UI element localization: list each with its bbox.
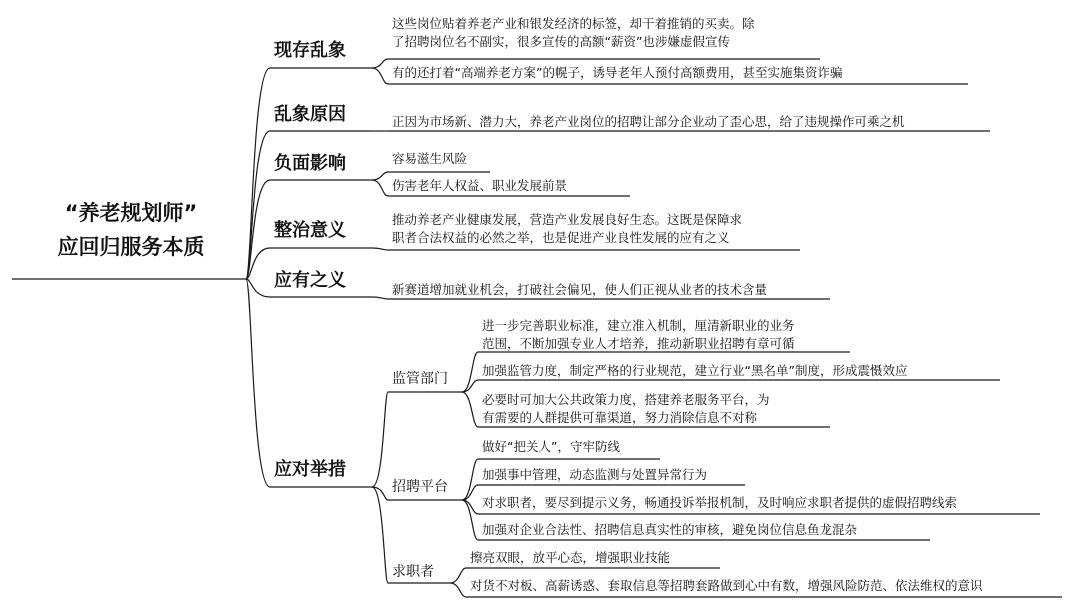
sub-branch-2-leaf-4 (482, 521, 857, 539)
branch-3-leaf-1 (392, 150, 467, 168)
branch-5-label: 应有之义 (274, 270, 346, 291)
sub-branch-2-leaf-3-line: 对求职者，要尽到提示义务，畅通投诉举报机制，及时响应求职者提供的虚假招聘线索 (482, 495, 958, 510)
sub-branch-2-leaf-1 (482, 438, 620, 456)
branch-1-leaf-1-line: 这些岗位贴着养老产业和银发经济的标签，却干着推销的买卖。除 (392, 16, 755, 31)
branch-4-leaf-1-connector (372, 248, 388, 250)
branch-1-label: 现存乱象 (274, 40, 346, 61)
branch-3-leaf-1-connector (372, 172, 388, 180)
branch-3-leaf-2-line: 伤害老年人权益、职业发展前景 (392, 178, 568, 193)
sub-branch-1-leaf-3-line: 必要时可加大公共政策力度，搭建养老服务平台，为 (482, 392, 770, 407)
sub-branch-3-label: 求职者 (392, 564, 434, 580)
branch-2-label: 乱象原因 (274, 104, 346, 125)
root-title-line-1: “养老规划师” (64, 201, 198, 225)
branch-3-label: 负面影响 (274, 153, 346, 174)
sub-branch-3-connector (372, 487, 388, 583)
sub-branch-2-leaf-4-connector (462, 500, 478, 540)
branch-1-leaf-2-connector (372, 68, 388, 84)
branch-4-label: 整治意义 (274, 220, 346, 241)
branch-5-leaf-1-connector (372, 297, 388, 299)
branch-2-leaf-1 (392, 113, 905, 131)
branch-5-connector (246, 279, 270, 297)
branch-2-leaf-1-line: 正因为市场新、潜力大，养老产业岗位的招聘让部分企业动了歪心思，给了违规操作可乘之机 (392, 114, 905, 129)
sub-branch-1-leaf-3-line: 有需要的人群提供可靠渠道，努力消除信息不对称 (482, 410, 758, 425)
branch-5-leaf-1 (392, 281, 767, 299)
sub-branch-2-leaf-4-line: 加强对企业合法性、招聘信息真实性的审核，避免岗位信息鱼龙混杂 (482, 522, 858, 537)
branch-6-label: 应对举措 (274, 459, 346, 480)
branch-1-leaf-1 (392, 15, 755, 51)
sub-branch-2-leaf-2-line: 加强事中管理，动态监测与处置异常行为 (482, 467, 708, 482)
sub-branch-1-leaf-2-line: 加强监管力度，制定严格的行业规范，建立行业“黑名单”制度，形成震慑效应 (482, 363, 908, 378)
branch-3-leaf-1-line: 容易滋生风险 (392, 151, 468, 166)
sub-branch-2-leaf-1-connector (462, 459, 478, 500)
branch-2-connector (246, 131, 270, 279)
root-topic (16, 196, 246, 264)
sub-branch-1-leaf-3 (482, 391, 770, 427)
sub-branch-1-leaf-1-line: 范围，不断加强专业人才培养，推动新职业招聘有章可循 (482, 336, 795, 351)
branch-3-leaf-2 (392, 177, 567, 195)
sub-branch-3-leaf-1 (470, 549, 670, 567)
sub-branch-1-leaf-1 (482, 317, 795, 353)
sub-branch-3-leaf-2-connector (450, 583, 466, 597)
sub-branch-3-leaf-1-line: 擦亮双眼，放平心态，增强职业技能 (470, 550, 671, 565)
root-title-line-2: 应回归服务本质 (57, 235, 205, 259)
branch-4-leaf-1-line: 推动养老产业健康发展，营造产业发展良好生态。这既是保障求 (392, 212, 743, 227)
sub-branch-3-leaf-2 (470, 577, 983, 595)
sub-branch-2-leaf-2 (482, 466, 707, 484)
branch-4-leaf-1 (392, 211, 742, 247)
sub-branch-1-leaf-2 (482, 362, 907, 380)
branch-1-leaf-1-connector (372, 59, 388, 68)
sub-branch-1-leaf-1-line: 进一步完善职业标准，建立准入机制，厘清新职业的业务 (482, 318, 795, 333)
branch-3-leaf-2-connector (372, 180, 388, 196)
sub-branch-2-leaf-3 (482, 494, 957, 512)
branch-1-leaf-2 (392, 64, 842, 82)
sub-branch-2-label: 招聘平台 (392, 479, 448, 495)
branch-1-connector (246, 68, 270, 279)
sub-branch-1-leaf-3-connector (462, 392, 478, 427)
branch-1-leaf-2-line: 有的还打着“高端养老方案”的幌子，诱导老年人预付高额费用，甚至实施集资诈骗 (392, 65, 843, 80)
sub-branch-1-connector (372, 392, 388, 487)
branch-4-leaf-1-line: 职者合法权益的必然之举，也是促进产业良性发展的应有之义 (392, 230, 730, 245)
branch-3-connector (246, 180, 270, 279)
sub-branch-1-leaf-2-connector (462, 380, 478, 392)
branch-1-leaf-1-line: 了招聘岗位名不副实，很多宣传的高额“薪资”也涉嫌虚假宣传 (392, 34, 730, 49)
branch-6-connector (246, 279, 270, 487)
sub-branch-1-leaf-1-connector (462, 352, 478, 392)
sub-branch-3-leaf-2-line: 对货不对板、高薪诱惑、套取信息等招聘套路做到心中有数，增强风险防范、依法维权的意识 (470, 578, 983, 593)
sub-branch-3-leaf-1-connector (450, 568, 466, 583)
branch-5-leaf-1-line: 新赛道增加就业机会，打破社会偏见，使人们正视从业者的技术含量 (392, 282, 768, 297)
sub-branch-1-label: 监管部门 (392, 371, 448, 387)
sub-branch-2-leaf-1-line: 做好“把关人”，守牢防线 (482, 439, 620, 454)
